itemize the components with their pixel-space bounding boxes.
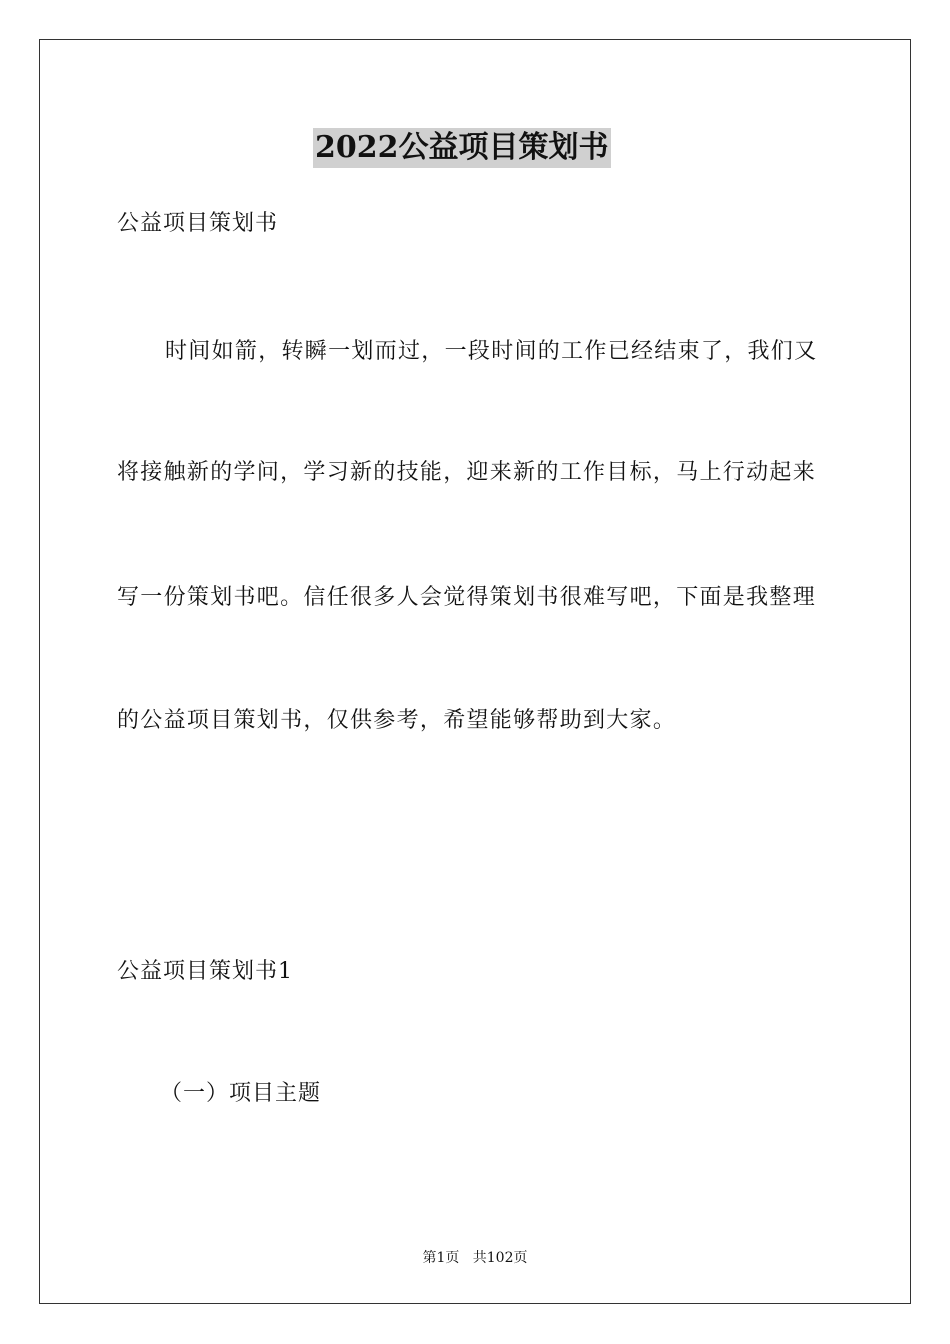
intro-paragraph-line-3: 写一份策划书吧。信任很多人会觉得策划书很难写吧，下面是我整理 <box>117 585 817 610</box>
intro-paragraph-line-4: 的公益项目策划书，仅供参考，希望能够帮助到大家。 <box>117 708 677 733</box>
intro-paragraph-line-1: 时间如箭，转瞬一划而过，一段时间的工作已经结束了，我们又 <box>165 339 818 364</box>
document-title: 2022公益项目策划书 <box>313 128 611 168</box>
document-subtitle: 公益项目策划书 <box>117 211 279 236</box>
page-number-footer: 第1页 共102页 <box>422 1250 528 1266</box>
intro-paragraph-line-2: 将接触新的学问，学习新的技能，迎来新的工作目标，马上行动起来 <box>117 460 817 485</box>
item-heading: （一）项目主题 <box>160 1081 322 1106</box>
section-heading: 公益项目策划书1 <box>117 959 293 984</box>
